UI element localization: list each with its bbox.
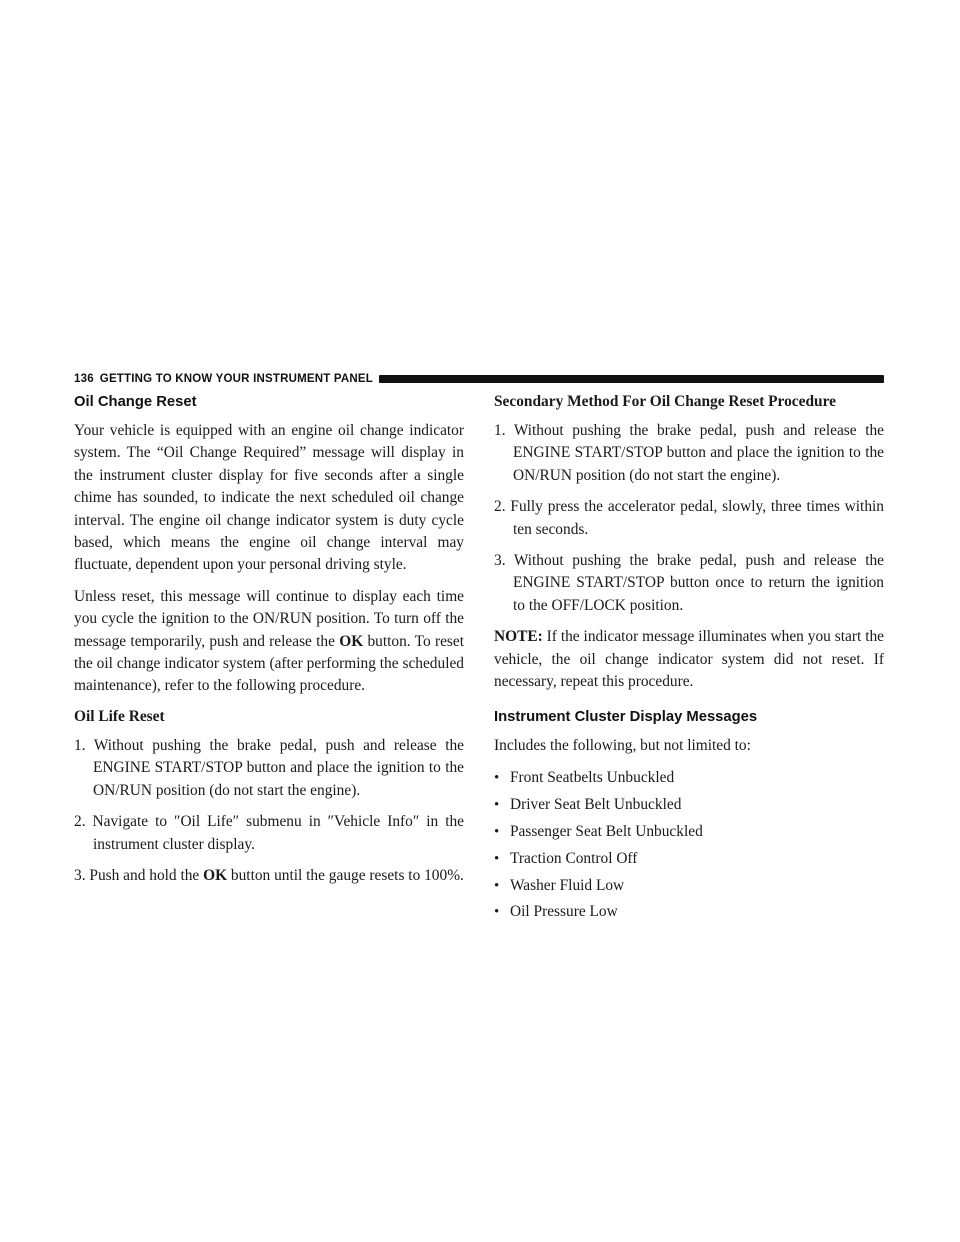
heading-cluster-messages: Instrument Cluster Display Messages <box>494 709 758 726</box>
heading-oil-change-reset: Oil Change Reset <box>74 394 197 410</box>
subheading-oil-life-reset: Oil Life Reset <box>74 707 165 725</box>
paragraph-intro: Your vehicle is equipped with an engine oil change indicator system. The “Oil Change Required” message will display in the instrument cluster display for five seconds after a single chime has sounded, to indicate the next scheduled oil change interval. The engine oil change indicator system is duty cycle based, which means the engine oil change interval may fluctuate, dependent upon your personal driving style. <box>74 422 464 574</box>
note-paragraph: NOTE: If the indicator message illuminates when you start the vehicle, the oil change indicator system did not reset. If necessary, repeat this procedure. <box>494 628 884 691</box>
list-item-text: Front Seatbelts Unbuckled <box>510 768 675 786</box>
page-header <box>74 372 884 386</box>
step-item: 3. Push and hold the OK button until the gauge resets to 100%. <box>74 866 464 884</box>
bullet-icon: • <box>494 904 500 921</box>
list-item-text: Driver Seat Belt Unbuckled <box>510 795 682 813</box>
section-title: GETTING TO KNOW YOUR INSTRUMENT PANEL <box>99 373 373 385</box>
step-item: 1. Without pushing the brake pedal, push and release the ENGINE START/STOP button and place the ignition to the ON/RUN position (do not start the engine). <box>74 736 464 799</box>
list-item <box>494 794 884 816</box>
ok-label: OK <box>203 866 228 884</box>
list-item-text: Oil Pressure Low <box>510 903 618 921</box>
note-label: NOTE: <box>494 628 543 646</box>
paragraph-unless-reset: Unless reset, this message will continue to display each time you cycle the ignition to the ON/RUN position. To turn off the message temporarily, push and release the OK button. To reset the oil change indicator system (after performing the scheduled maintenance), refer to the following procedure. <box>74 587 464 695</box>
list-item-text: Traction Control Off <box>510 849 638 867</box>
list-item-text: Washer Fluid Low <box>510 876 625 894</box>
right-column <box>494 392 884 928</box>
list-item <box>494 875 884 897</box>
header-rule <box>379 375 884 383</box>
bullet-icon: • <box>494 877 500 894</box>
left-column <box>74 392 464 896</box>
step-item: 1. Without pushing the brake pedal, push and release the ENGINE START/STOP button and place the ignition to the ON/RUN position (do not start the engine). <box>494 422 884 484</box>
oil-life-reset-steps <box>74 735 464 887</box>
ok-label: OK <box>339 632 364 650</box>
page-number: 136 <box>74 373 94 385</box>
step-item: 2. Navigate to ″Oil Life″ submenu in ″Vehicle Info″ in the instrument cluster display. <box>74 813 464 853</box>
list-item <box>494 767 884 789</box>
subheading-secondary-method: Secondary Method For Oil Change Reset Procedure <box>494 393 836 410</box>
bullet-icon: • <box>494 769 500 786</box>
step-item: 3. Without pushing the brake pedal, push and release the ENGINE START/STOP button once to return the ignition to the OFF/LOCK position. <box>494 552 884 614</box>
messages-list <box>494 767 884 924</box>
list-item <box>494 848 884 870</box>
list-item <box>494 901 884 923</box>
secondary-method-steps <box>494 420 884 617</box>
messages-intro: Includes the following, but not limited to: <box>494 737 751 755</box>
bullet-icon: • <box>494 823 500 840</box>
step-item: 2. Fully press the accelerator pedal, slowly, three times within ten seconds. <box>494 498 884 538</box>
bullet-icon: • <box>494 850 500 867</box>
list-item <box>494 821 884 843</box>
list-item-text: Passenger Seat Belt Unbuckled <box>510 822 703 840</box>
bullet-icon: • <box>494 796 500 813</box>
